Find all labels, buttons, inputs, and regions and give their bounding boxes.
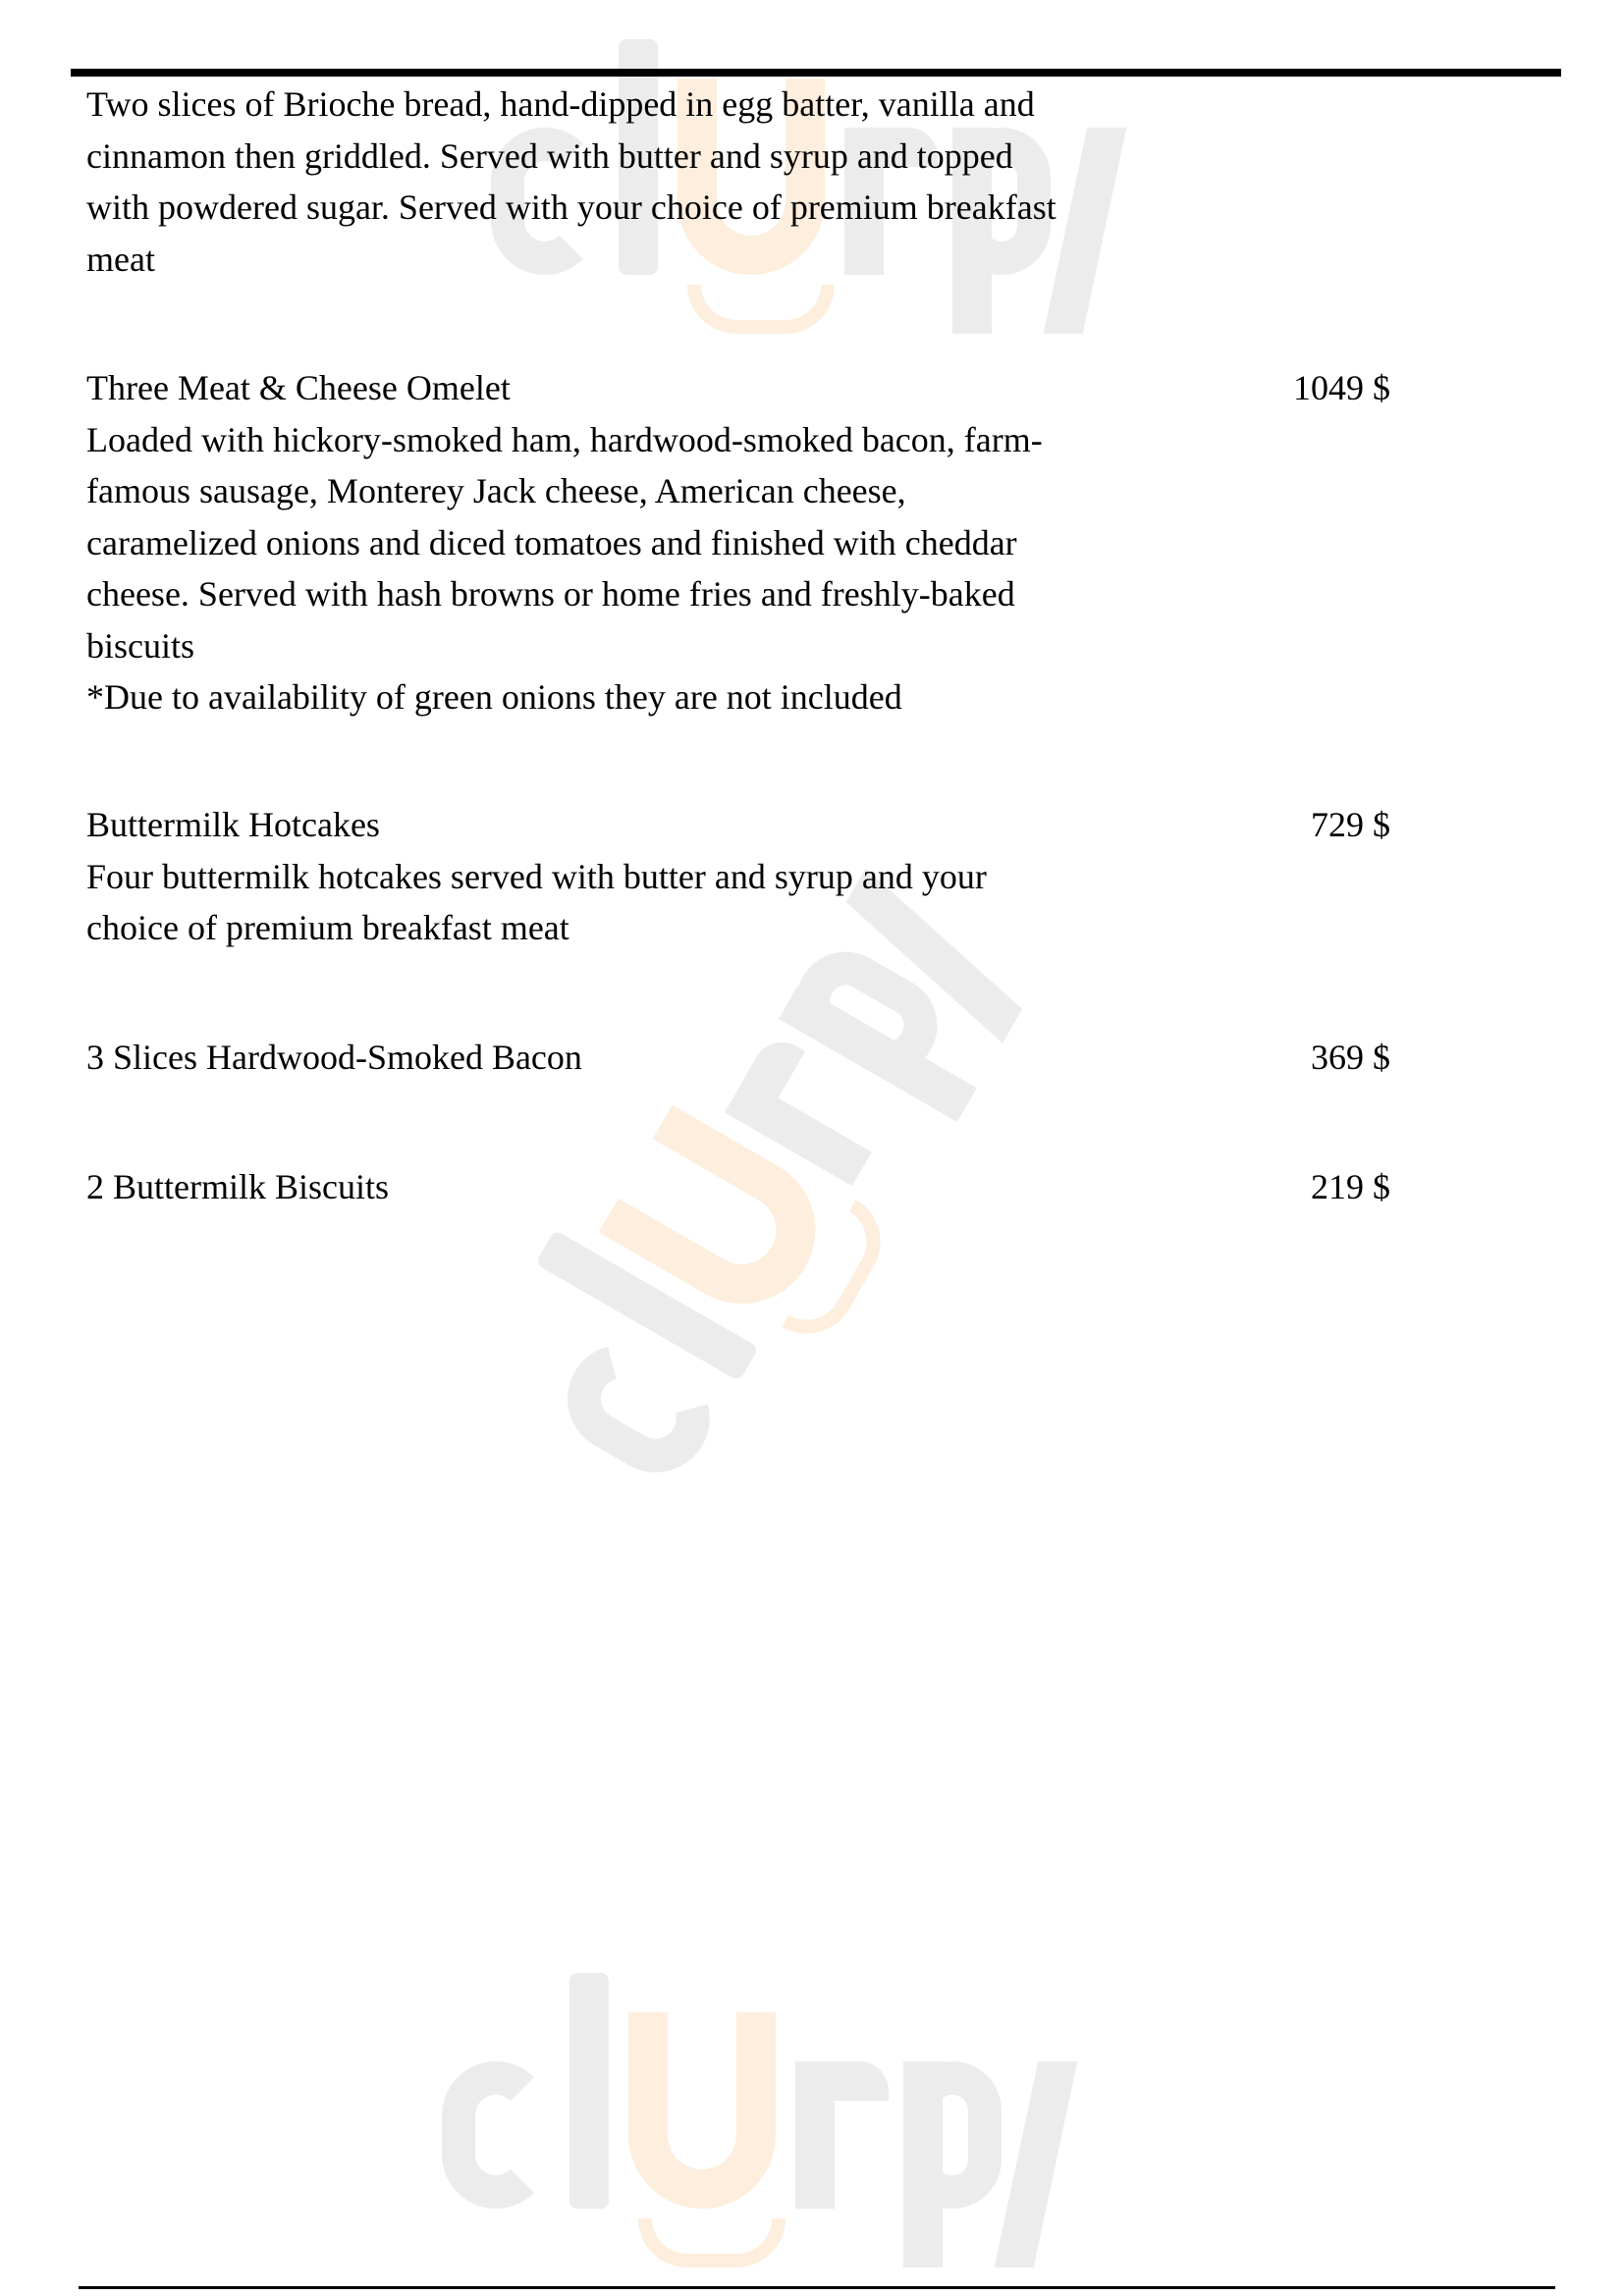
item-price: 1049 $ — [1293, 368, 1390, 407]
item-name: Buttermilk Hotcakes — [86, 805, 380, 844]
item-price: 729 $ — [1311, 805, 1390, 844]
description-line: cheese. Served with hash browns or home fries and freshly-baked — [86, 574, 1015, 614]
item-price: 369 $ — [1311, 1038, 1390, 1077]
watermark-logo — [442, 1973, 1070, 2268]
bottom-rule — [79, 2286, 1555, 2289]
description-line: biscuits — [86, 625, 195, 666]
menu-item-bacon — [86, 1032, 1225, 1084]
description-line: Two slices of Brioche bread, hand-dipped in egg batter, vanilla and — [86, 84, 1035, 124]
item-name: 3 Slices Hardwood-Smoked Bacon — [86, 1038, 582, 1077]
menu-item-biscuits — [86, 1161, 1225, 1213]
item-price: 219 $ — [1311, 1167, 1390, 1206]
description-line: meat — [86, 239, 155, 279]
description-line: Loaded with hickory-smoked ham, hardwood-smoked bacon, farm- — [86, 419, 1043, 459]
description-line: *Due to availability of green onions they are not included — [86, 677, 902, 717]
description-line: choice of premium breakfast meat — [86, 908, 569, 947]
description-line: with powdered sugar. Served with your choice of premium breakfast — [86, 187, 1056, 227]
menu-item-hotcakes — [86, 799, 1225, 954]
item-name: Three Meat & Cheese Omelet — [86, 368, 511, 407]
description-line: famous sausage, Monterey Jack cheese, American cheese, — [86, 471, 906, 510]
item-name: 2 Buttermilk Biscuits — [86, 1167, 390, 1206]
description-line: cinnamon then griddled. Served with butter and syrup and topped — [86, 135, 1013, 176]
top-rule — [71, 69, 1561, 77]
menu-item-french-toast-description — [86, 79, 1225, 285]
menu-item-omelet — [86, 362, 1225, 723]
description-line: caramelized onions and diced tomatoes and finished with cheddar — [86, 522, 1017, 562]
description-line: Four buttermilk hotcakes served with butter and syrup and your — [86, 856, 987, 896]
